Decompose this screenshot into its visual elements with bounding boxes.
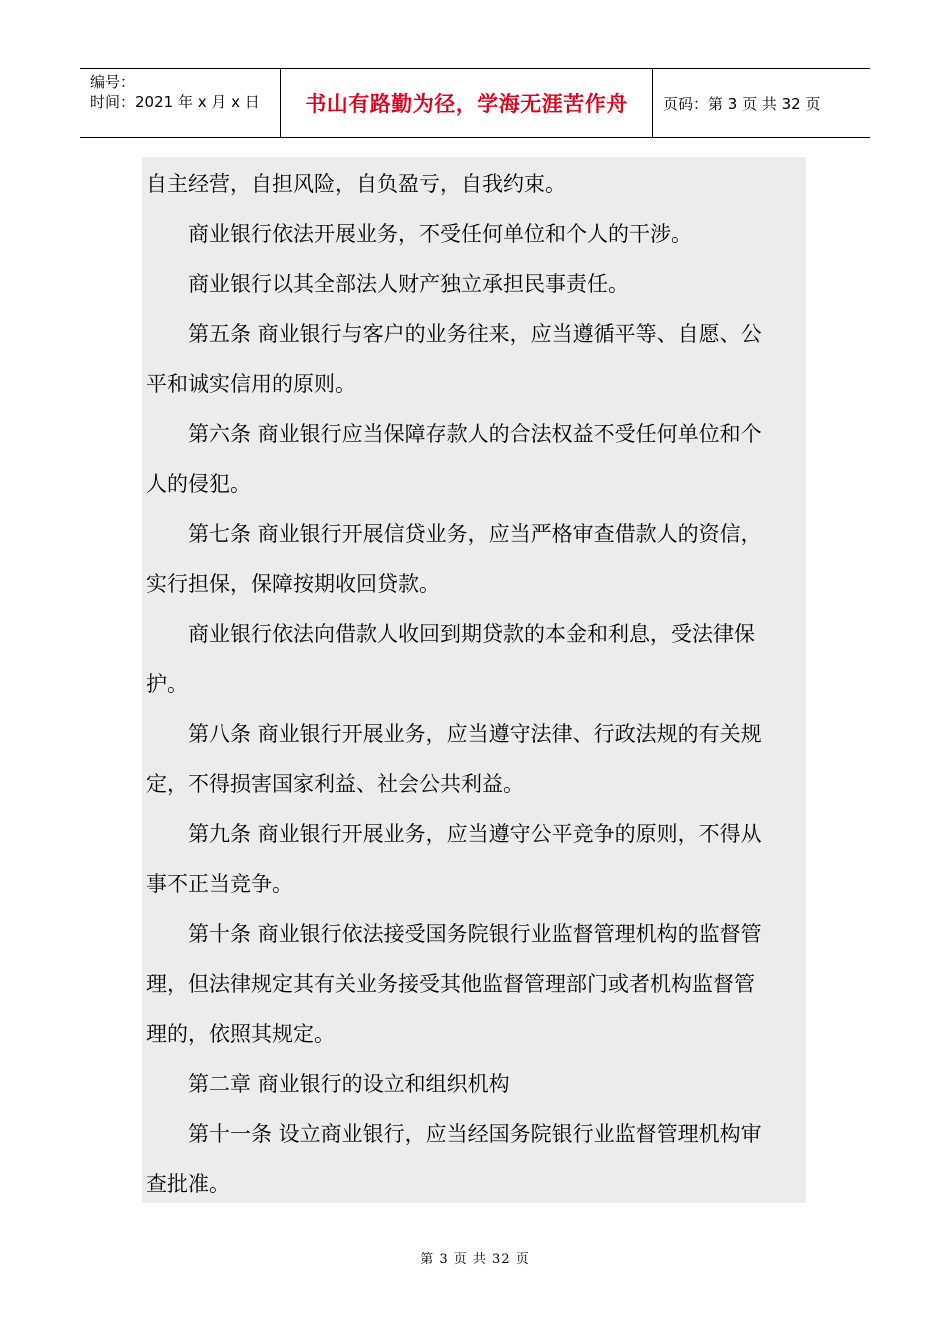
text-line: 第十条 商业银行依法接受国务院银行业监督管理机构的监督管	[188, 922, 762, 946]
text-line: 商业银行依法开展业务，不受任何单位和个人的干涉。	[188, 222, 692, 246]
text-line: 商业银行以其全部法人财产独立承担民事责任。	[188, 272, 629, 296]
chapter-heading: 第二章 商业银行的设立和组织机构	[188, 1072, 510, 1096]
text-line: 理的，依照其规定。	[146, 1022, 335, 1046]
text-line: 平和诚实信用的原则。	[146, 372, 356, 396]
text-line: 理，但法律规定其有关业务接受其他监督管理部门或者机构监督管	[146, 972, 755, 996]
text-line: 护。	[146, 672, 188, 696]
text-line: 第十一条 设立商业银行，应当经国务院银行业监督管理机构审	[188, 1122, 762, 1146]
text-line: 第八条 商业银行开展业务，应当遵守法律、行政法规的有关规	[188, 722, 762, 746]
text-line: 自主经营，自担风险，自负盈亏，自我约束。	[146, 172, 566, 196]
header-motto-cell	[281, 69, 653, 137]
text-line: 第九条 商业银行开展业务，应当遵守公平竞争的原则，不得从	[188, 822, 762, 846]
time-label: 时间：2021 年 x 月 x 日	[90, 93, 260, 111]
number-label: 编号：	[90, 73, 136, 91]
header-page-cell	[653, 69, 870, 137]
text-line: 商业银行依法向借款人收回到期贷款的本金和利息，受法律保	[188, 622, 755, 646]
text-line: 查批准。	[146, 1172, 230, 1196]
document-body	[142, 157, 806, 1203]
text-line: 第五条 商业银行与客户的业务往来，应当遵循平等、自愿、公	[188, 322, 762, 346]
text-line: 定，不得损害国家利益、社会公共利益。	[146, 772, 524, 796]
text-line: 事不正当竞争。	[146, 872, 293, 896]
text-line: 人的侵犯。	[146, 472, 251, 496]
page-footer: 第 3 页 共 32 页	[420, 1252, 530, 1267]
text-line: 实行担保，保障按期收回贷款。	[146, 572, 440, 596]
page-header	[80, 68, 870, 138]
page-label: 页码：第 3 页 共 32 页	[663, 94, 821, 113]
text-line: 第七条 商业银行开展信贷业务，应当严格审查借款人的资信，	[188, 522, 762, 546]
motto-text: 书山有路勤为径，学海无涯苦作舟	[305, 92, 628, 116]
header-meta-cell	[80, 69, 281, 137]
text-line: 第六条 商业银行应当保障存款人的合法权益不受任何单位和个	[188, 422, 762, 446]
